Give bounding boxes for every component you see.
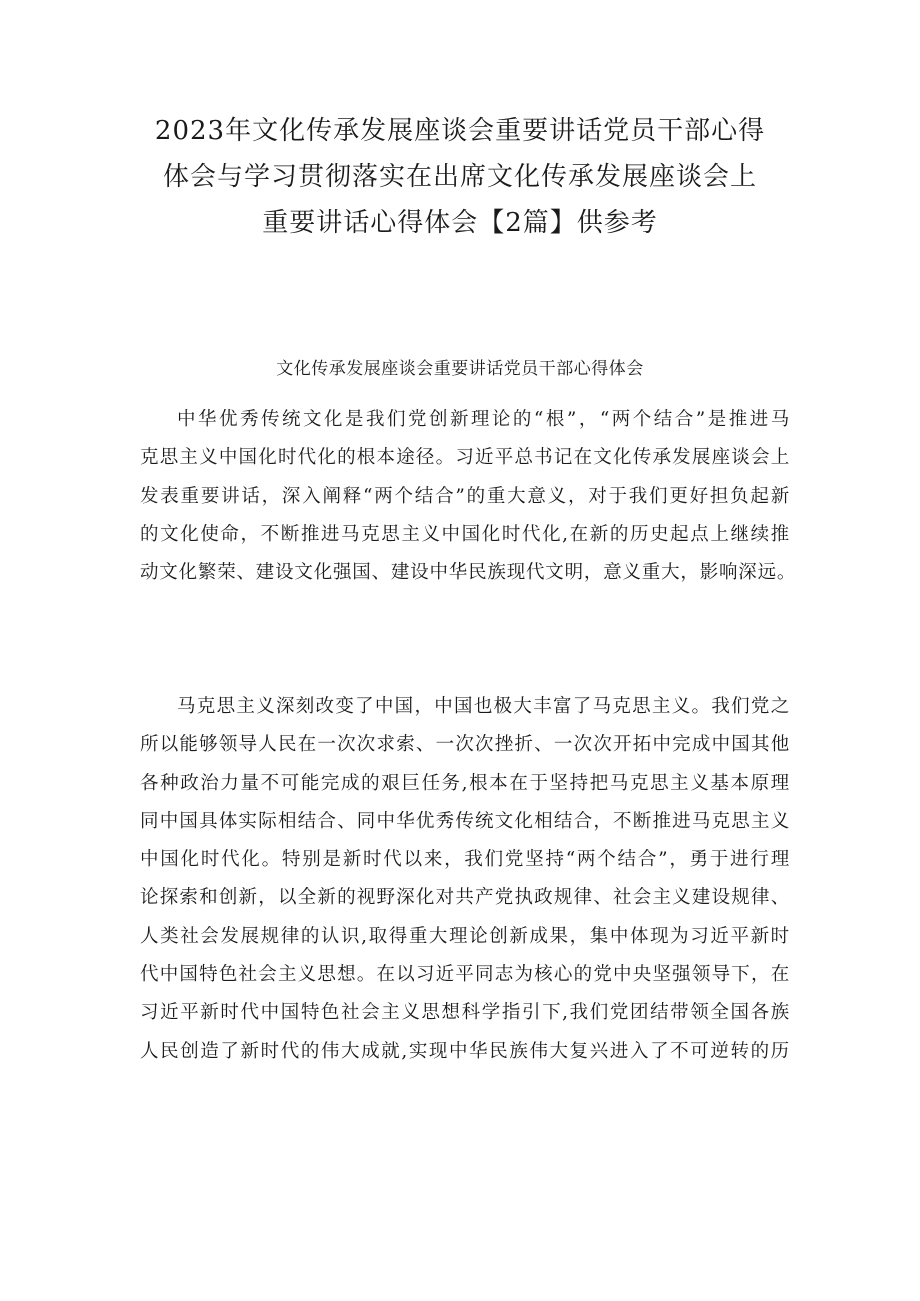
text-line: 人民创造了新时代的伟大成就,实现中华民族伟大复兴进入了不可逆转的历 <box>140 1040 790 1062</box>
title-line: 2023年文化传承发展座谈会重要讲话党员干部心得 <box>154 116 766 146</box>
text-line: 中国化时代化。特别是新时代以来，我们党坚持“两个结合”，勇于进行理 <box>140 849 790 871</box>
text-line: 各种政治力量不可能完成的艰巨任务,根本在于坚持把马克思主义基本原理 <box>140 772 790 794</box>
text-line: 代中国特色社会主义思想。在以习近平同志为核心的党中央坚强领导下，在 <box>140 964 790 986</box>
text-line: 论探索和创新，以全新的视野深化对共产党执政规律、社会主义建设规律、 <box>140 887 790 909</box>
text-line: 中华优秀传统文化是我们党创新理论的“根”，“两个结合”是推进马 <box>177 409 790 430</box>
title-line: 体会与学习贯彻落实在出席文化传承发展座谈会上 <box>162 162 757 192</box>
text-line: 人类社会发展规律的认识,取得重大理论创新成果，集中体现为习近平新时 <box>140 925 790 947</box>
section-subtitle: 文化传承发展座谈会重要讲话党员干部心得体会 <box>276 359 644 379</box>
title-line: 重要讲话心得体会【2篇】供参考 <box>262 208 658 238</box>
paragraph-1 <box>140 401 797 592</box>
paragraph-2 <box>140 688 790 1071</box>
text-line: 动文化繁荣、建设文化强国、建设中华民族现代文明，意义重大，影响深远。 <box>140 562 797 584</box>
text-line: 习近平新时代中国特色社会主义思想科学指引下,我们党团结带领全国各族 <box>140 1002 790 1024</box>
text-line: 所以能够领导人民在一次次求索、一次次挫折、一次次开拓中完成中国其他 <box>140 734 790 756</box>
text-line: 同中国具体实际相结合、同中华优秀传统文化相结合，不断推进马克思主义 <box>140 810 790 832</box>
text-line: 的文化使命，不断推进马克思主义中国化时代化,在新的历史起点上继续推 <box>140 523 790 545</box>
text-line: 马克思主义深刻改变了中国，中国也极大丰富了马克思主义。我们党之 <box>177 696 790 717</box>
text-line: 克思主义中国化时代化的根本途径。习近平总书记在文化传承发展座谈会上 <box>140 447 790 469</box>
text-line: 发表重要讲话，深入阐释“两个结合”的重大意义，对于我们更好担负起新 <box>140 485 790 507</box>
document-title <box>110 108 810 246</box>
